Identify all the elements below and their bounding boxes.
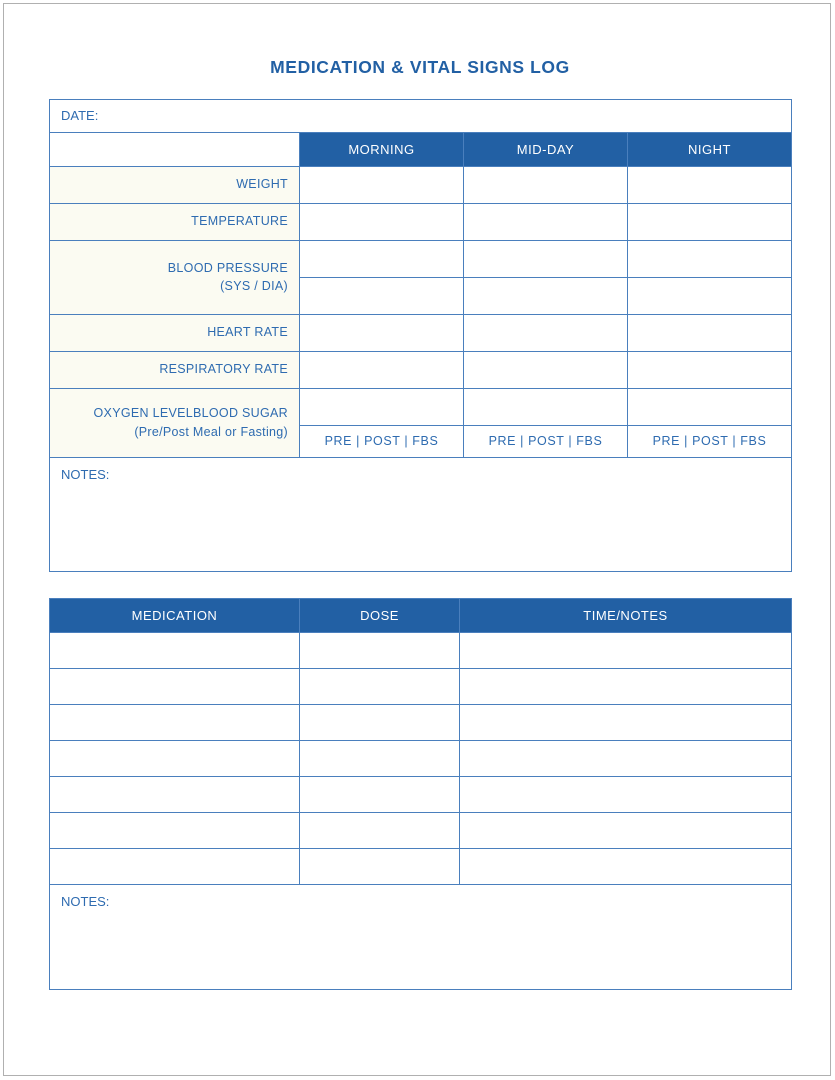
heart-rate-midday-input[interactable] xyxy=(464,314,628,351)
medication-header-time-notes: TIME/NOTES xyxy=(460,598,792,632)
blood-sugar-night-input[interactable] xyxy=(628,388,792,425)
page-title: MEDICATION & VITAL SIGNS LOG xyxy=(270,57,570,77)
row-label-heart-rate: HEART RATE xyxy=(50,314,300,351)
table-row xyxy=(50,668,792,704)
table-row xyxy=(50,632,792,668)
table-row xyxy=(50,848,792,884)
blood-pressure-dia-midday-input[interactable] xyxy=(464,277,628,314)
vitals-notes-row xyxy=(50,457,792,571)
medication-header-dose: DOSE xyxy=(300,598,460,632)
form-container xyxy=(49,4,791,990)
medication-time-notes-input-6[interactable] xyxy=(460,812,792,848)
medication-dose-input-6[interactable] xyxy=(300,812,460,848)
weight-night-input[interactable] xyxy=(628,166,792,203)
row-label-temperature: TEMPERATURE xyxy=(50,203,300,240)
medication-dose-input-1[interactable] xyxy=(300,632,460,668)
medication-notes-field[interactable]: NOTES: xyxy=(50,884,792,989)
table-row xyxy=(50,740,792,776)
medication-name-input-7[interactable] xyxy=(50,848,300,884)
row-label-oxygen-blood-sugar xyxy=(50,388,300,457)
oxygen-blood-sugar-label-main: OXYGEN LEVELBLOOD SUGAR xyxy=(93,406,288,421)
oxygen-blood-sugar-label-sub: (Pre/Post Meal or Fasting) xyxy=(134,424,288,439)
blood-pressure-sys-midday-input[interactable] xyxy=(464,240,628,277)
vitals-header-blank xyxy=(50,132,300,166)
medication-time-notes-input-5[interactable] xyxy=(460,776,792,812)
table-row xyxy=(50,240,792,277)
prepost-night-label: PRE | POST | FBS xyxy=(628,425,792,457)
date-row xyxy=(50,99,792,132)
respiratory-rate-morning-input[interactable] xyxy=(300,351,464,388)
table-row xyxy=(50,314,792,351)
blood-sugar-morning-input[interactable] xyxy=(300,388,464,425)
medication-dose-input-7[interactable] xyxy=(300,848,460,884)
heart-rate-night-input[interactable] xyxy=(628,314,792,351)
medication-time-notes-input-2[interactable] xyxy=(460,668,792,704)
blood-pressure-dia-night-input[interactable] xyxy=(628,277,792,314)
medication-notes-row xyxy=(50,884,792,989)
table-row xyxy=(50,166,792,203)
vitals-header-row xyxy=(50,132,792,166)
medication-dose-input-3[interactable] xyxy=(300,704,460,740)
vitals-header-night: NIGHT xyxy=(628,132,792,166)
blood-pressure-label-main: BLOOD PRESSURE xyxy=(167,260,288,275)
table-row xyxy=(50,812,792,848)
medication-dose-input-4[interactable] xyxy=(300,740,460,776)
date-field[interactable]: DATE: xyxy=(50,99,792,132)
vitals-header-midday: MID-DAY xyxy=(464,132,628,166)
medication-table xyxy=(49,598,792,990)
medication-time-notes-input-7[interactable] xyxy=(460,848,792,884)
medication-header-row xyxy=(50,598,792,632)
medication-name-input-4[interactable] xyxy=(50,740,300,776)
blood-pressure-sys-night-input[interactable] xyxy=(628,240,792,277)
medication-time-notes-input-1[interactable] xyxy=(460,632,792,668)
temperature-morning-input[interactable] xyxy=(300,203,464,240)
blood-sugar-midday-input[interactable] xyxy=(464,388,628,425)
vitals-header-morning: MORNING xyxy=(300,132,464,166)
medication-header-medication: MEDICATION xyxy=(50,598,300,632)
table-row xyxy=(50,776,792,812)
row-label-respiratory-rate: RESPIRATORY RATE xyxy=(50,351,300,388)
weight-morning-input[interactable] xyxy=(300,166,464,203)
respiratory-rate-midday-input[interactable] xyxy=(464,351,628,388)
medication-dose-input-2[interactable] xyxy=(300,668,460,704)
medication-name-input-5[interactable] xyxy=(50,776,300,812)
medication-dose-input-5[interactable] xyxy=(300,776,460,812)
medication-time-notes-input-3[interactable] xyxy=(460,704,792,740)
row-label-blood-pressure xyxy=(50,240,300,314)
medication-name-input-2[interactable] xyxy=(50,668,300,704)
prepost-morning-label: PRE | POST | FBS xyxy=(300,425,464,457)
weight-midday-input[interactable] xyxy=(464,166,628,203)
table-row xyxy=(50,351,792,388)
blood-pressure-sys-morning-input[interactable] xyxy=(300,240,464,277)
temperature-midday-input[interactable] xyxy=(464,203,628,240)
row-label-weight: WEIGHT xyxy=(50,166,300,203)
table-row xyxy=(50,203,792,240)
table-row xyxy=(50,388,792,425)
respiratory-rate-night-input[interactable] xyxy=(628,351,792,388)
medication-name-input-1[interactable] xyxy=(50,632,300,668)
heart-rate-morning-input[interactable] xyxy=(300,314,464,351)
medication-name-input-6[interactable] xyxy=(50,812,300,848)
vitals-notes-field[interactable]: NOTES: xyxy=(50,457,792,571)
page-sheet xyxy=(3,3,831,1076)
table-row xyxy=(50,704,792,740)
blood-pressure-dia-morning-input[interactable] xyxy=(300,277,464,314)
blood-pressure-label-sub: (SYS / DIA) xyxy=(220,279,288,293)
temperature-night-input[interactable] xyxy=(628,203,792,240)
prepost-midday-label: PRE | POST | FBS xyxy=(464,425,628,457)
vital-signs-table xyxy=(49,99,792,572)
medication-name-input-3[interactable] xyxy=(50,704,300,740)
medication-time-notes-input-4[interactable] xyxy=(460,740,792,776)
